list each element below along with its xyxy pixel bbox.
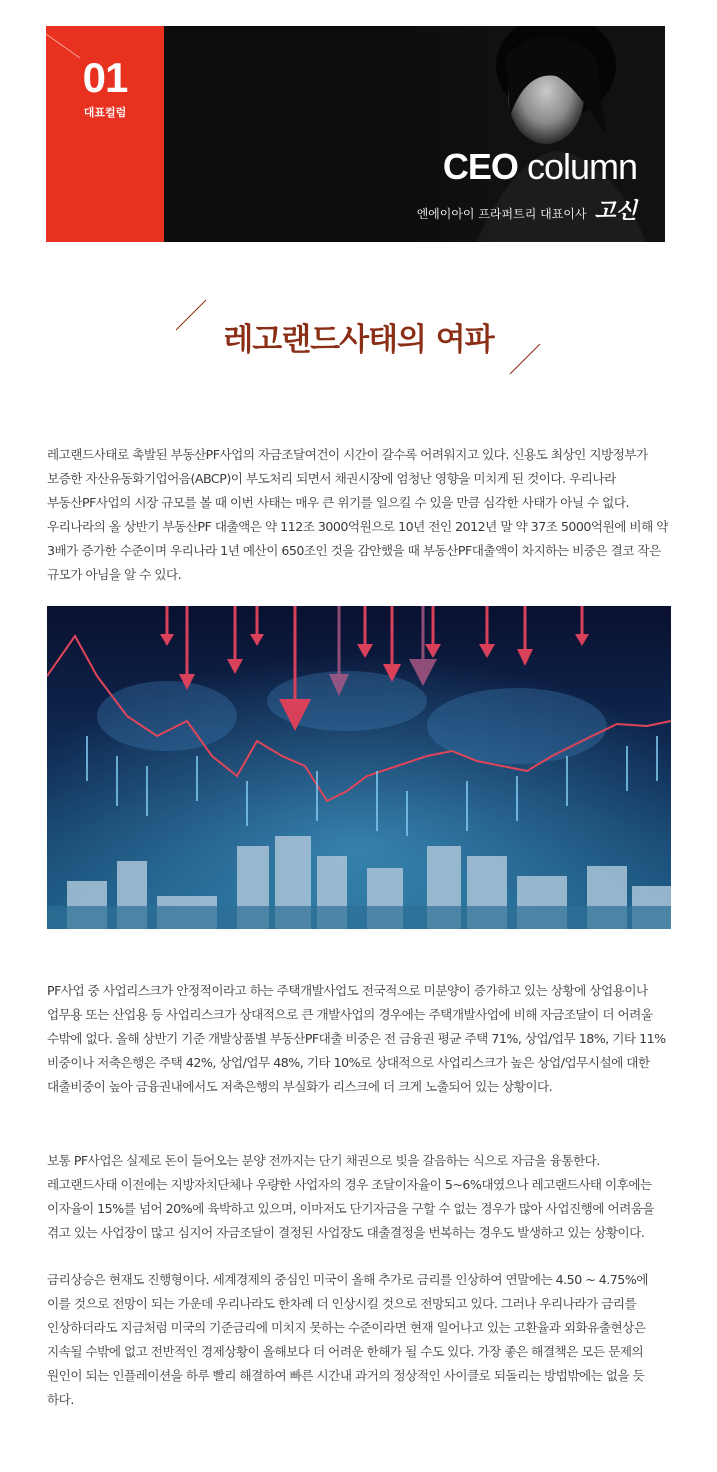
ceo-column-banner <box>46 26 665 242</box>
author-signature: 고신 <box>594 198 637 224</box>
author-role: 엔에이아이 프라퍼트리 대표이사 <box>416 207 587 221</box>
falling-market-illustration <box>47 606 671 929</box>
banner-title <box>443 146 637 188</box>
article-paragraph-3: 보통 PF사업은 실제로 돈이 들어오는 분양 전까지는 단기 채권으로 빚을 갈음하는 식으로 자금을 융통한다. 레고랜드사태 이전에는 지방자치단체나 우량한 사업자의 경우 조달이자율이 5~6%대였으나 레고랜드사태 이후에는 이자율이 15%를 넘어 20%에 육박하고 있으며, 이마저도 단기자금을 구할 수 없는 경우가 많아 사업진행에 어려움을 겪고 있는 사업장이 많고 심지어 자금조달이 결정된 사업장도 대출결정을 번복하는 경우도 발생하고 있는 상황이다. <box>47 1152 655 1240</box>
article-headline: 레고랜드사태의 여파 <box>223 322 494 358</box>
banner-title-bold: CEO <box>442 146 518 187</box>
headline-block <box>0 296 717 376</box>
banner-title-light: column <box>526 146 637 187</box>
section-number: 01 <box>82 54 128 101</box>
section-category: 대표컬럼 <box>83 106 127 119</box>
article-paragraph-4: 금리상승은 현재도 진행형이다. 세계경제의 중심인 미국이 올해 추가로 금리를 인상하여 연말에는 4.50 ~ 4.75%에 이를 것으로 전망이 되는 가운데 우리나라도 한차례 더 인상시킬 것으로 전망되고 있다. 그러나 우리나라가 금리를 인상하더라도 지금처럼 미국의 기준금리에 미치지 못하는 수준이라면 현재 일어나고 있는 고환율과 외화유출현상은 지속될 수밖에 없고 전반적인 경제상황이 올해보다 더 어려운 한해가 될 수도 있다. 가장 좋은 해결책은 모든 문제의 원인이 되는 인플레이션을 하루 빨리 해결하여 빠른 시간내 과거의 정상적인 사이클로 되돌리는 방법밖에는 없을 듯 하다. <box>47 1271 648 1407</box>
article-paragraph-2: PF사업 중 사업리스크가 안정적이라고 하는 주택개발사업도 전국적으로 미분양이 증가하고 있는 상황에 상업용이나 업무용 또는 산업용 등 사업리스크가 상대적으로 큰 개발사업의 경우에는 주택개발사업에 비해 자금조달이 더 어려울 수밖에 없다. 올해 상반기 기준 개발상품별 부동산PF대출 비중은 전 금융권 평균 주택 71%, 상업/업무 18%, 기타 11% 비중이나 저축은행은 주택 42%, 상업/업무 48%, 기타 10%로 상대적으로 사업리스크가 높은 상업/업무시설에 대한 대출비중이 높아 금융권내에서도 저축은행의 부실화가 리스크에 더 크게 노출되어 있는 상황이다. <box>47 982 666 1094</box>
section-number-panel <box>46 26 164 242</box>
article-paragraph-1: 레고랜드사태로 촉발된 부동산PF사업의 자금조달여건이 시간이 갈수록 어려워지고 있다. 신용도 최상인 지방정부가 보증한 자산유동화기업어음(ABCP)이 부도처리 되면서 채권시장에 엄청난 영향을 미치게 된 것이다. 우리나라 부동산PF사업의 시장 규모를 볼 때 이번 사태는 매우 큰 위기를 일으킬 수 있을 만큼 심각한 사태가 아닐 수 없다. 우리나라의 올 상반기 부동산PF 대출액은 약 112조 3000억원으로 10년 전인 2012년 말 약 37조 5000억원에 비해 약 3배가 증가한 수준이며 우리나라 1년 예산이 650조인 것을 감안했을 때 부동산PF대출액이 차지하는 비중은 결코 작은 규모가 아님을 알 수 있다. <box>47 446 668 582</box>
author-byline <box>417 194 637 225</box>
